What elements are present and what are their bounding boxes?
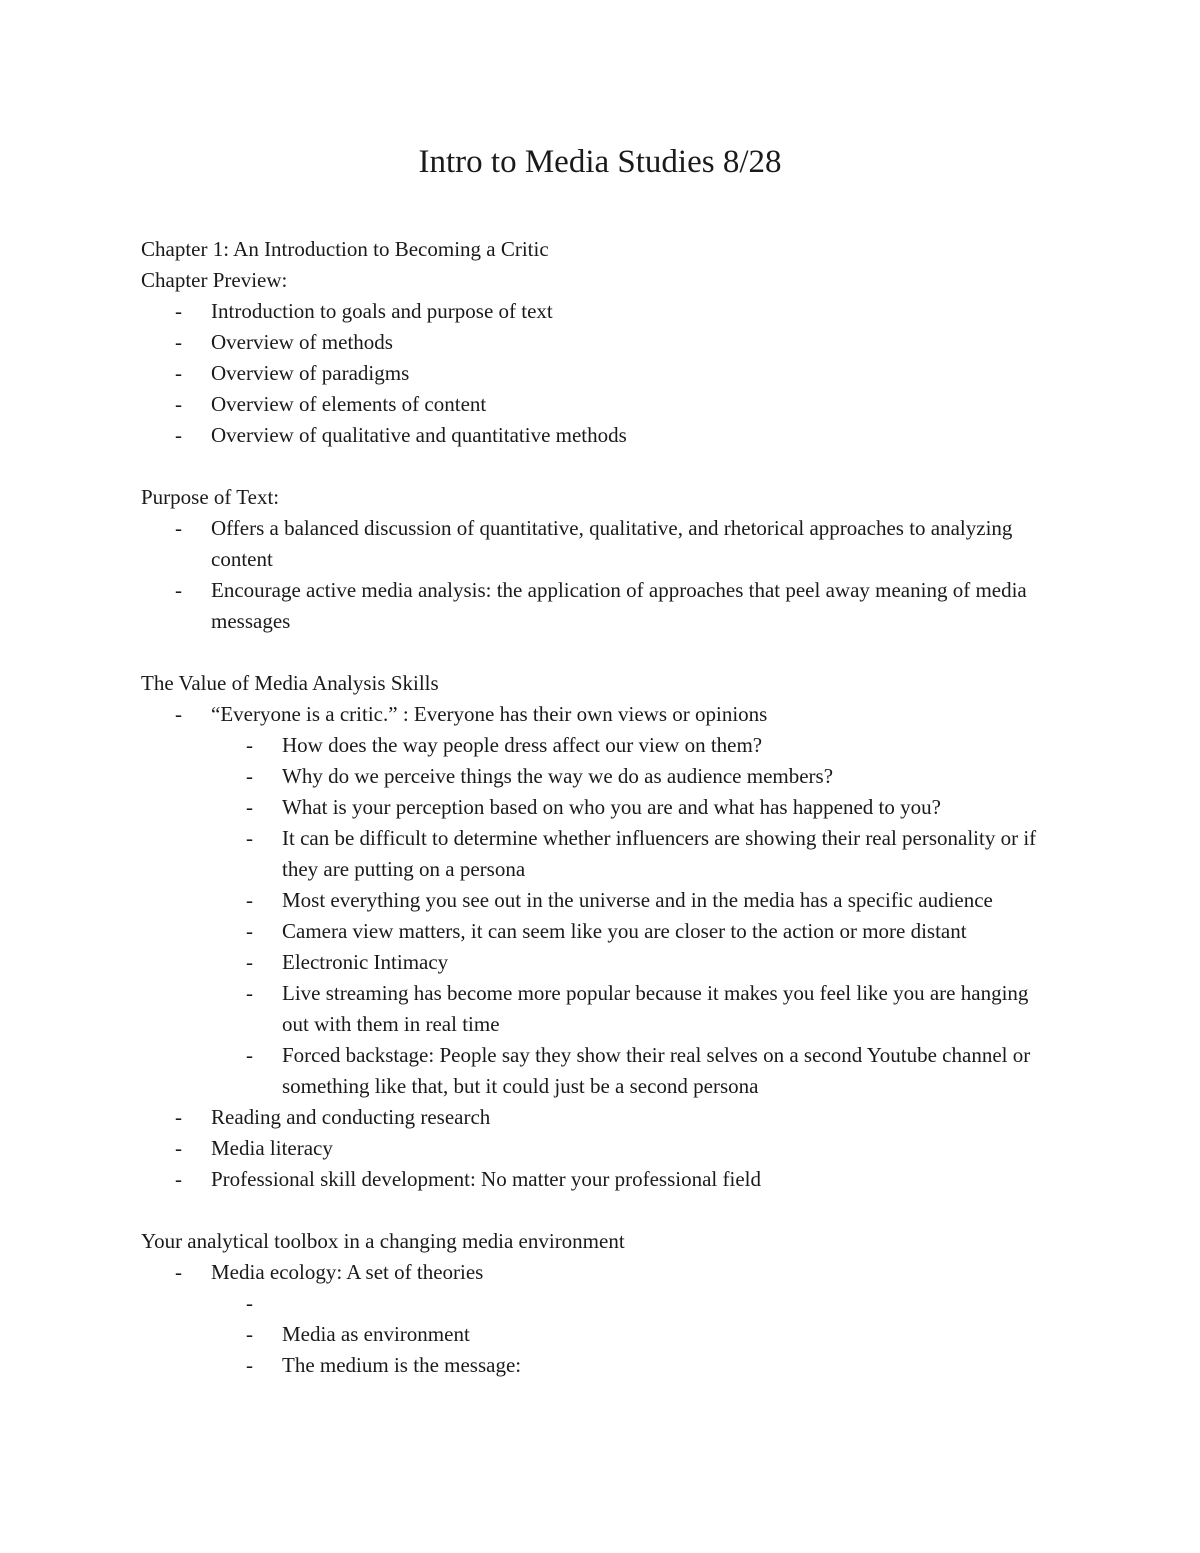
list-item-text: Introduction to goals and purpose of text	[211, 299, 553, 323]
list-item-text: Why do we perceive things the way we do as audience members?	[282, 764, 834, 788]
list-item-text: What is your perception based on who you are and what has happened to you?	[282, 795, 941, 819]
bullet-dash: -	[246, 1353, 253, 1377]
list-item-text: Overview of elements of content	[211, 392, 487, 416]
preview-list-item	[141, 327, 1081, 358]
bullet-dash: -	[246, 826, 253, 850]
list-item-text: Reading and conducting research	[211, 1105, 491, 1129]
bullet-dash: -	[175, 361, 182, 385]
list-item-text: Live streaming has become more popular because it makes you feel like you are hanging out with them in real time	[282, 981, 1029, 1036]
value-list-item	[141, 1133, 1081, 1164]
list-item-text: Media ecology: A set of theories	[211, 1260, 484, 1284]
list-item-text: Media literacy	[211, 1136, 333, 1160]
bullet-dash: -	[175, 299, 182, 323]
value-list-item	[141, 1102, 1081, 1133]
list-item-text: Media as environment	[282, 1322, 470, 1346]
bullet-dash: -	[175, 1260, 182, 1284]
list-item-text: Overview of methods	[211, 330, 393, 354]
list-item-text: How does the way people dress affect our view on them?	[282, 733, 763, 757]
preview-list-item	[141, 389, 1081, 420]
bullet-dash: -	[175, 423, 182, 447]
blank-line	[141, 451, 1081, 482]
value-sublist-item	[141, 792, 1081, 823]
list-item-text: Most everything you see out in the universe and in the media has a specific audience	[282, 888, 993, 912]
value-list-item	[141, 1164, 1081, 1195]
list-item-text: Encourage active media analysis: the application of approaches that peel away meaning of media messages	[211, 578, 1027, 633]
list-item-text: It can be difficult to determine whether influencers are showing their real personality or if they are putting on a persona	[282, 826, 1037, 881]
list-item-text: Offers a balanced discussion of quantitative, qualitative, and rhetorical approaches to analyzing content	[211, 516, 1013, 571]
bullet-dash: -	[175, 330, 182, 354]
bullet-dash: -	[246, 733, 253, 757]
value-sublist-item	[141, 823, 1081, 885]
preview-heading: Chapter Preview:	[141, 268, 288, 292]
bullet-dash: -	[246, 1291, 253, 1315]
value-heading: The Value of Media Analysis Skills	[141, 671, 439, 695]
bullet-dash: -	[175, 1136, 182, 1160]
purpose-list-item	[141, 513, 1081, 575]
bullet-dash: -	[175, 578, 182, 602]
bullet-dash: -	[246, 1322, 253, 1346]
value-sublist-item	[141, 730, 1081, 761]
bullet-dash: -	[175, 1167, 182, 1191]
bullet-dash: -	[246, 764, 253, 788]
list-item-text: “Everyone is a critic.” : Everyone has their own views or opinions	[211, 702, 768, 726]
preview-list-item	[141, 358, 1081, 389]
document-body	[141, 234, 1081, 1381]
blank-line	[141, 1195, 1081, 1226]
list-item-text: Electronic Intimacy	[282, 950, 449, 974]
value-sublist-item	[141, 978, 1081, 1040]
document-title: Intro to Media Studies 8/28	[418, 144, 782, 180]
toolbox-sublist-item	[141, 1350, 1081, 1381]
bullet-dash: -	[246, 950, 253, 974]
list-item-text: Professional skill development: No matter your professional field	[211, 1167, 761, 1191]
bullet-dash: -	[175, 702, 182, 726]
list-item-text: Overview of paradigms	[211, 361, 410, 385]
purpose-heading: Purpose of Text:	[141, 485, 280, 509]
bullet-dash: -	[175, 516, 182, 540]
bullet-dash: -	[175, 1105, 182, 1129]
bullet-dash: -	[246, 1043, 253, 1067]
bullet-dash: -	[246, 888, 253, 912]
list-item-text: Forced backstage: People say they show their real selves on a second Youtube channel or something like that, but it could just be a second persona	[282, 1043, 1031, 1098]
blank-line	[141, 637, 1081, 668]
purpose-list-item	[141, 575, 1081, 637]
bullet-dash: -	[246, 795, 253, 819]
chapter-heading: Chapter 1: An Introduction to Becoming a Critic	[141, 237, 549, 261]
bullet-dash: -	[175, 392, 182, 416]
list-item-text: Camera view matters, it can seem like you are closer to the action or more distant	[282, 919, 967, 943]
preview-list-item	[141, 296, 1081, 327]
list-item-text: The medium is the message:	[282, 1353, 522, 1377]
value-sublist-item	[141, 947, 1081, 978]
bullet-dash: -	[246, 919, 253, 943]
preview-list-item	[141, 420, 1081, 451]
value-sublist-item	[141, 1040, 1081, 1102]
list-item-text: Overview of qualitative and quantitative methods	[211, 423, 627, 447]
value-sublist-item	[141, 761, 1081, 792]
value-sublist-item	[141, 885, 1081, 916]
toolbox-sublist-item	[141, 1288, 1081, 1319]
toolbox-heading: Your analytical toolbox in a changing media environment	[141, 1229, 625, 1253]
bullet-dash: -	[246, 981, 253, 1005]
value-list-item	[141, 699, 1081, 730]
toolbox-list-item	[141, 1257, 1081, 1288]
toolbox-sublist-item	[141, 1319, 1081, 1350]
value-sublist-item	[141, 916, 1081, 947]
